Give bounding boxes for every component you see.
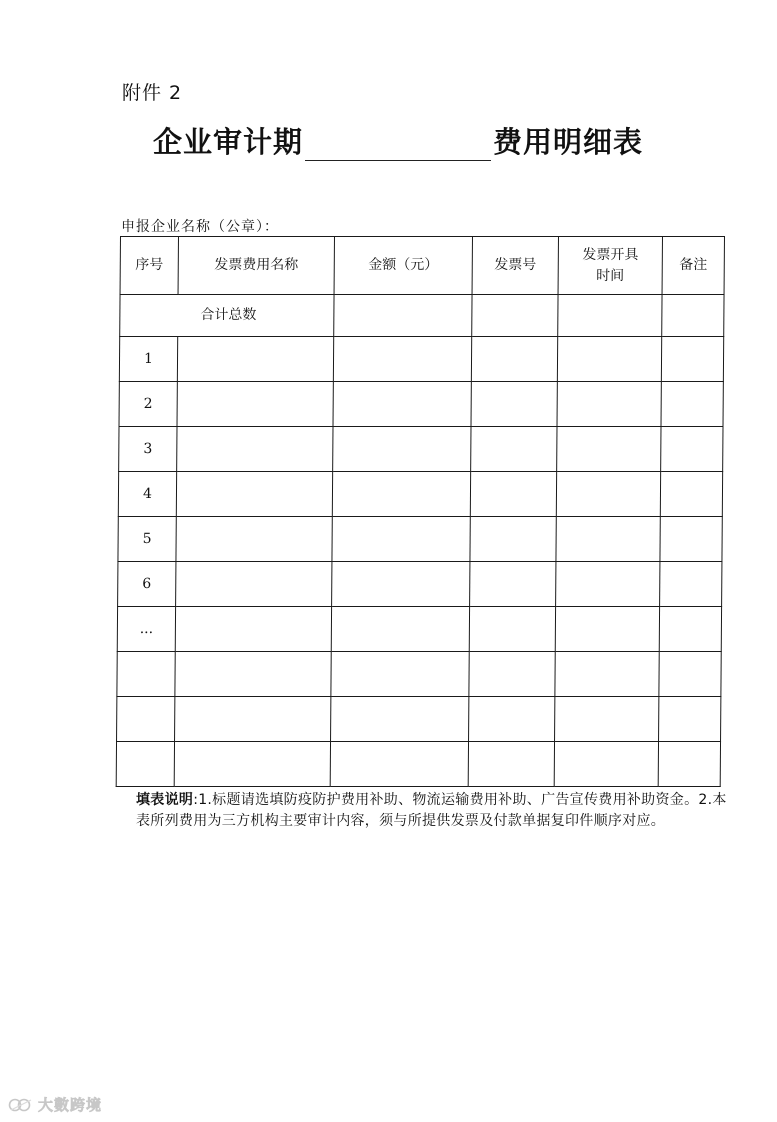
remarks-cell[interactable]: [661, 427, 723, 472]
seq-cell: 6: [118, 562, 176, 607]
attachment-label: 附件 2: [122, 82, 183, 104]
table-row: [119, 337, 723, 382]
header-remarks: 备注: [662, 237, 724, 295]
filling-instructions: [136, 790, 731, 832]
header-seq: 序号: [120, 237, 178, 295]
remarks-cell[interactable]: [660, 562, 722, 607]
watermark-text: 大數跨境: [38, 1096, 103, 1114]
invoice-number-cell[interactable]: [471, 427, 557, 472]
invoice-date-cell[interactable]: [556, 472, 660, 517]
table-row: [117, 652, 721, 697]
amount-cell[interactable]: [332, 472, 470, 517]
table-row: [119, 427, 723, 472]
seq-cell: [116, 742, 174, 787]
total-label: 合计总数: [120, 295, 334, 337]
amount-cell[interactable]: [333, 337, 471, 382]
table-row: [117, 607, 721, 652]
seq-cell: [117, 697, 175, 742]
document-title: [153, 120, 643, 161]
invoice-expense-name-cell[interactable]: [176, 562, 332, 607]
header-invoice-expense-name: 发票费用名称: [178, 237, 334, 295]
total-remarks-cell[interactable]: [662, 295, 724, 337]
seq-cell: 4: [118, 472, 176, 517]
invoice-date-cell[interactable]: [555, 607, 659, 652]
table-body: [116, 295, 724, 787]
cross-border-logo-icon: [8, 1097, 34, 1113]
remarks-cell[interactable]: [661, 382, 723, 427]
invoice-date-cell[interactable]: [557, 337, 661, 382]
audit-period-blank: [305, 132, 491, 161]
invoice-number-cell[interactable]: [469, 652, 555, 697]
amount-cell[interactable]: [331, 607, 469, 652]
expense-table-wrapper: [116, 236, 724, 784]
invoice-date-cell[interactable]: [554, 742, 658, 787]
invoice-expense-name-cell[interactable]: [175, 697, 331, 742]
invoice-expense-name-cell[interactable]: [175, 652, 331, 697]
invoice-number-cell[interactable]: [469, 697, 555, 742]
amount-cell[interactable]: [331, 697, 469, 742]
seq-cell: 2: [119, 382, 177, 427]
invoice-number-cell[interactable]: [469, 607, 555, 652]
remarks-cell[interactable]: [659, 697, 721, 742]
invoice-expense-name-cell[interactable]: [177, 382, 333, 427]
amount-cell[interactable]: [332, 517, 470, 562]
header-amount: 金额（元）: [334, 237, 472, 295]
table-header-row: [120, 237, 724, 295]
table-row: [117, 697, 721, 742]
title-prefix: 企业审计期: [153, 125, 304, 159]
invoice-number-cell[interactable]: [470, 472, 556, 517]
invoice-number-cell[interactable]: [471, 382, 557, 427]
total-row: [120, 295, 724, 337]
amount-cell[interactable]: [332, 562, 470, 607]
notes-text: :1.标题请选填防疫防护费用补助、物流运输费用补助、广告宣传费用补助资金。2.本表所列费用为三方机构主要审计内容，须与所提供发票及付款单据复印件顺序对应。: [136, 792, 727, 829]
remarks-cell[interactable]: [661, 337, 723, 382]
invoice-date-cell[interactable]: [555, 697, 659, 742]
amount-cell[interactable]: [330, 742, 468, 787]
invoice-expense-name-cell[interactable]: [176, 472, 332, 517]
remarks-cell[interactable]: [658, 742, 720, 787]
header-invoice-number: 发票号: [472, 237, 558, 295]
remarks-cell[interactable]: [660, 472, 722, 517]
invoice-expense-name-cell[interactable]: [177, 427, 333, 472]
expense-detail-table: [116, 236, 725, 787]
invoice-date-cell[interactable]: [555, 652, 659, 697]
invoice-date-cell[interactable]: [556, 562, 660, 607]
table-row: [118, 517, 722, 562]
total-invoice-number-cell[interactable]: [472, 295, 558, 337]
remarks-cell[interactable]: [659, 652, 721, 697]
total-amount-cell[interactable]: [334, 295, 472, 337]
seq-cell: 5: [118, 517, 176, 562]
total-invoice-date-cell[interactable]: [558, 295, 662, 337]
invoice-date-cell[interactable]: [557, 427, 661, 472]
amount-cell[interactable]: [331, 652, 469, 697]
invoice-number-cell[interactable]: [468, 742, 554, 787]
invoice-number-cell[interactable]: [471, 337, 557, 382]
applicant-company-label: 申报企业名称（公章）：: [121, 219, 279, 235]
notes-label: 填表说明: [136, 792, 194, 808]
seq-cell: [117, 652, 175, 697]
amount-cell[interactable]: [333, 382, 471, 427]
table-row: [119, 382, 723, 427]
table-row: [118, 562, 722, 607]
amount-cell[interactable]: [333, 427, 471, 472]
invoice-expense-name-cell[interactable]: [176, 517, 332, 562]
invoice-expense-name-cell[interactable]: [177, 337, 333, 382]
header-invoice-date: 发票开具 时间: [558, 237, 662, 295]
table-row: [118, 472, 722, 517]
invoice-expense-name-cell[interactable]: [175, 607, 331, 652]
watermark: [8, 1094, 102, 1115]
invoice-date-cell[interactable]: [556, 517, 660, 562]
invoice-number-cell[interactable]: [470, 562, 556, 607]
title-suffix: 费用明细表: [493, 125, 644, 159]
invoice-expense-name-cell[interactable]: [174, 742, 330, 787]
seq-cell: ...: [117, 607, 175, 652]
invoice-date-cell[interactable]: [557, 382, 661, 427]
seq-cell: 1: [119, 337, 177, 382]
table-row: [116, 742, 720, 787]
invoice-number-cell[interactable]: [470, 517, 556, 562]
remarks-cell[interactable]: [659, 607, 721, 652]
remarks-cell[interactable]: [660, 517, 722, 562]
seq-cell: 3: [119, 427, 177, 472]
